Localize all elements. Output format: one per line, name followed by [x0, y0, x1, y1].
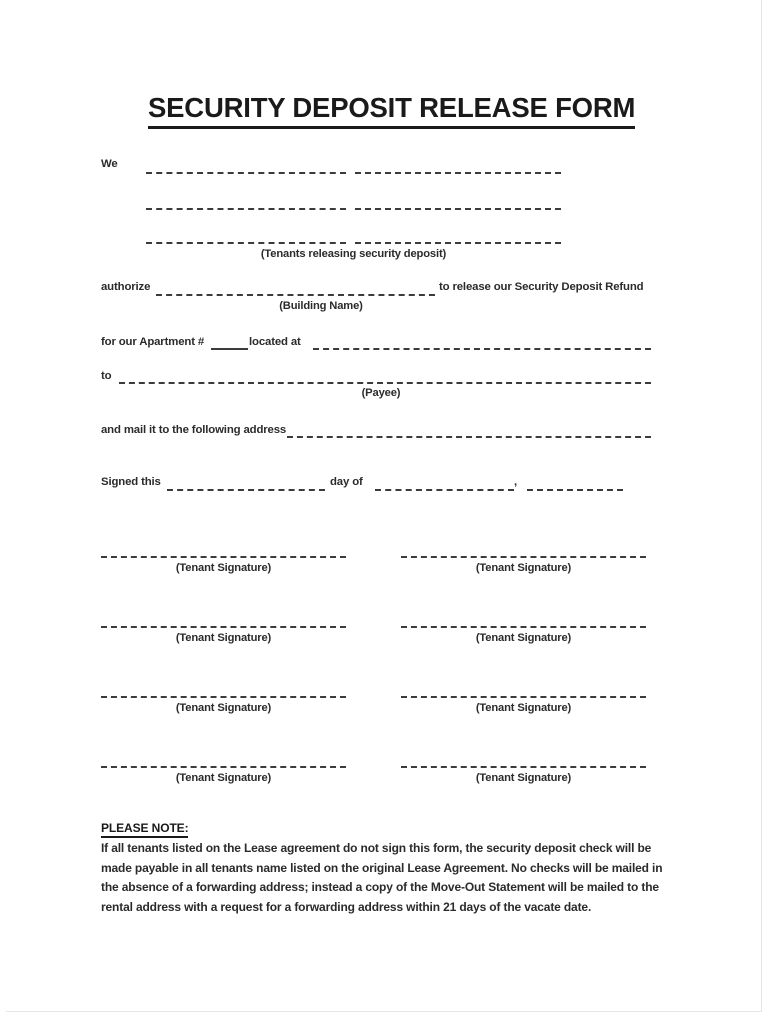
signed-comma-label: , — [514, 476, 518, 488]
tenant-name-blank-r2c2[interactable] — [355, 208, 561, 210]
please-note-body: If all tenants listed on the Lease agreement do not sign this form, the security deposit check will be made payable in all tenants name listed on the original Lease Agreement. No checks will be mailed in the absence of a forwarding address; instead a copy of the Move-Out Statement will be mailed to the rental address with a request for a forwarding address within 21 days of the vacate date. — [101, 841, 663, 915]
tenant-signature-blank-r1c1[interactable] — [101, 556, 346, 558]
signed-year-blank[interactable] — [527, 489, 623, 491]
tenant-signature-label-r2c1: (Tenant Signature) — [175, 632, 272, 644]
tenant-name-blank-r2c1[interactable] — [146, 208, 346, 210]
please-note-heading — [101, 821, 188, 835]
signed-day-blank[interactable] — [167, 489, 325, 491]
signed-day-of-label: day of — [330, 476, 363, 488]
building-name-blank[interactable] — [156, 294, 435, 296]
tenant-signature-label-r2c2: (Tenant Signature) — [475, 632, 572, 644]
tenant-signature-label-r1c2: (Tenant Signature) — [475, 562, 572, 574]
tenant-signature-blank-r3c1[interactable] — [101, 696, 346, 698]
tenant-signature-blank-r4c2[interactable] — [401, 766, 646, 768]
please-note-heading-text: PLEASE NOTE: — [101, 821, 188, 838]
signed-month-blank[interactable] — [375, 489, 514, 491]
authorize-prefix-label: authorize — [101, 281, 151, 293]
tenant-name-blank-r1c2[interactable] — [355, 172, 561, 174]
page-title-text: SECURITY DEPOSIT RELEASE FORM — [148, 92, 635, 129]
apartment-prefix-label: for our Apartment # — [101, 336, 205, 348]
tenant-signature-label-r3c1: (Tenant Signature) — [175, 702, 272, 714]
tenant-name-blank-r3c1[interactable] — [146, 242, 346, 244]
apartment-number-blank[interactable] — [211, 348, 248, 350]
tenant-signature-blank-r1c2[interactable] — [401, 556, 646, 558]
signed-this-label: Signed this — [101, 476, 161, 488]
tenant-signature-blank-r2c2[interactable] — [401, 626, 646, 628]
mail-address-prefix-label: and mail it to the following address — [101, 424, 287, 436]
tenant-signature-blank-r3c2[interactable] — [401, 696, 646, 698]
we-label: We — [101, 158, 118, 170]
tenant-signature-label-r4c2: (Tenant Signature) — [475, 772, 572, 784]
tenant-name-blank-r3c2[interactable] — [355, 242, 561, 244]
tenant-signature-label-r4c1: (Tenant Signature) — [175, 772, 272, 784]
forwarding-address-blank[interactable] — [287, 436, 651, 438]
document-page — [6, 0, 762, 1012]
authorize-suffix-label: to release our Security Deposit Refund — [439, 281, 644, 293]
tenant-signature-blank-r2c1[interactable] — [101, 626, 346, 628]
tenants-releasing-caption: (Tenants releasing security deposit) — [260, 248, 447, 260]
apartment-address-blank[interactable] — [313, 348, 651, 350]
page-title — [148, 92, 636, 124]
tenant-name-blank-r1c1[interactable] — [146, 172, 346, 174]
payee-prefix-label: to — [101, 370, 112, 382]
tenant-signature-blank-r4c1[interactable] — [101, 766, 346, 768]
tenant-signature-label-r1c1: (Tenant Signature) — [175, 562, 272, 574]
tenant-signature-label-r3c2: (Tenant Signature) — [475, 702, 572, 714]
payee-blank[interactable] — [119, 382, 651, 384]
payee-caption: (Payee) — [361, 387, 401, 399]
apartment-located-at-label: located at — [249, 336, 301, 348]
form-sheet — [6, 0, 762, 1012]
building-name-caption: (Building Name) — [279, 300, 363, 312]
